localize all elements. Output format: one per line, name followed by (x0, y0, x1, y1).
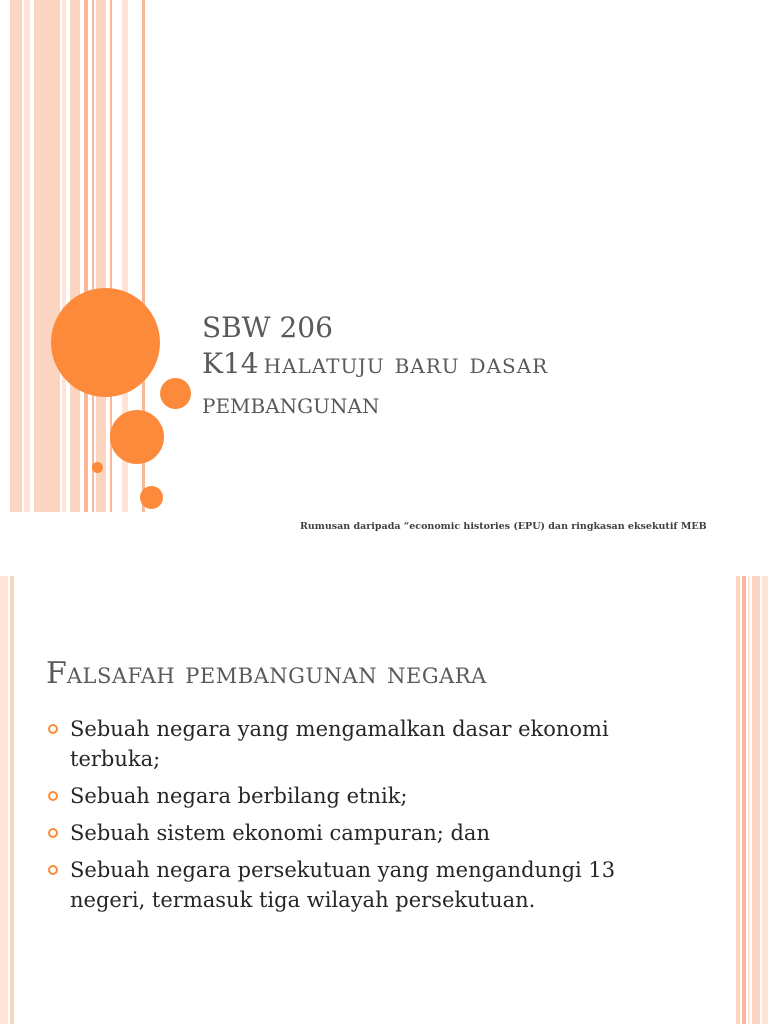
decorative-stripe (736, 576, 740, 1024)
decorative-stripe (34, 0, 60, 512)
heading-initial: F (46, 656, 67, 691)
bullet-list (46, 714, 666, 922)
decorative-stripe (62, 0, 66, 512)
list-item: Sebuah negara persekutuan yang mengandungi 13 negeri, termasuk tiga wilayah persekutuan. (46, 855, 666, 915)
decorative-stripe (762, 576, 768, 1024)
slide-title (202, 310, 742, 426)
title-line-2 (202, 346, 742, 386)
title-line-3-text: pembangunan (202, 387, 380, 420)
decorative-stripe (10, 576, 14, 1024)
bullet-icon (48, 865, 58, 875)
slide-heading (46, 656, 487, 691)
bullet-icon (48, 828, 58, 838)
list-item: Sebuah negara berbilang etnik; (46, 781, 666, 811)
decorative-stripe (10, 0, 22, 512)
decorative-stripe (752, 576, 760, 1024)
course-code: SBW 206 (202, 311, 333, 344)
decorative-circle-tiny (92, 462, 103, 473)
decorative-stripe (0, 576, 8, 1024)
decorative-stripe (92, 0, 94, 512)
decorative-stripe (70, 0, 80, 512)
decorative-stripe (742, 576, 746, 1024)
list-item: Sebuah sistem ekonomi campuran; dan (46, 818, 666, 848)
decorative-stripe (748, 576, 750, 1024)
decorative-circle-small (140, 486, 163, 509)
content-slide (0, 576, 768, 1024)
slide-subtitle: Rumusan daripada “economic histories (EPU) dan ringkasan eksekutif MEB (300, 521, 707, 532)
bullet-icon (48, 791, 58, 801)
title-prefix: K14 (202, 347, 259, 380)
decorative-circle-large (51, 288, 160, 397)
decorative-stripe (96, 0, 106, 512)
list-item: Sebuah negara yang mengamalkan dasar ekonomi terbuka; (46, 714, 666, 774)
decorative-stripe (84, 0, 88, 512)
heading-rest: alsafah pembangunan negara (66, 656, 487, 691)
decorative-circle-small (160, 378, 191, 409)
decorative-stripe (24, 0, 30, 512)
bullet-icon (48, 724, 58, 734)
decorative-circle-medium (110, 410, 164, 464)
title-rest: halatuju baru dasar (263, 347, 549, 380)
title-line-3 (202, 386, 742, 426)
